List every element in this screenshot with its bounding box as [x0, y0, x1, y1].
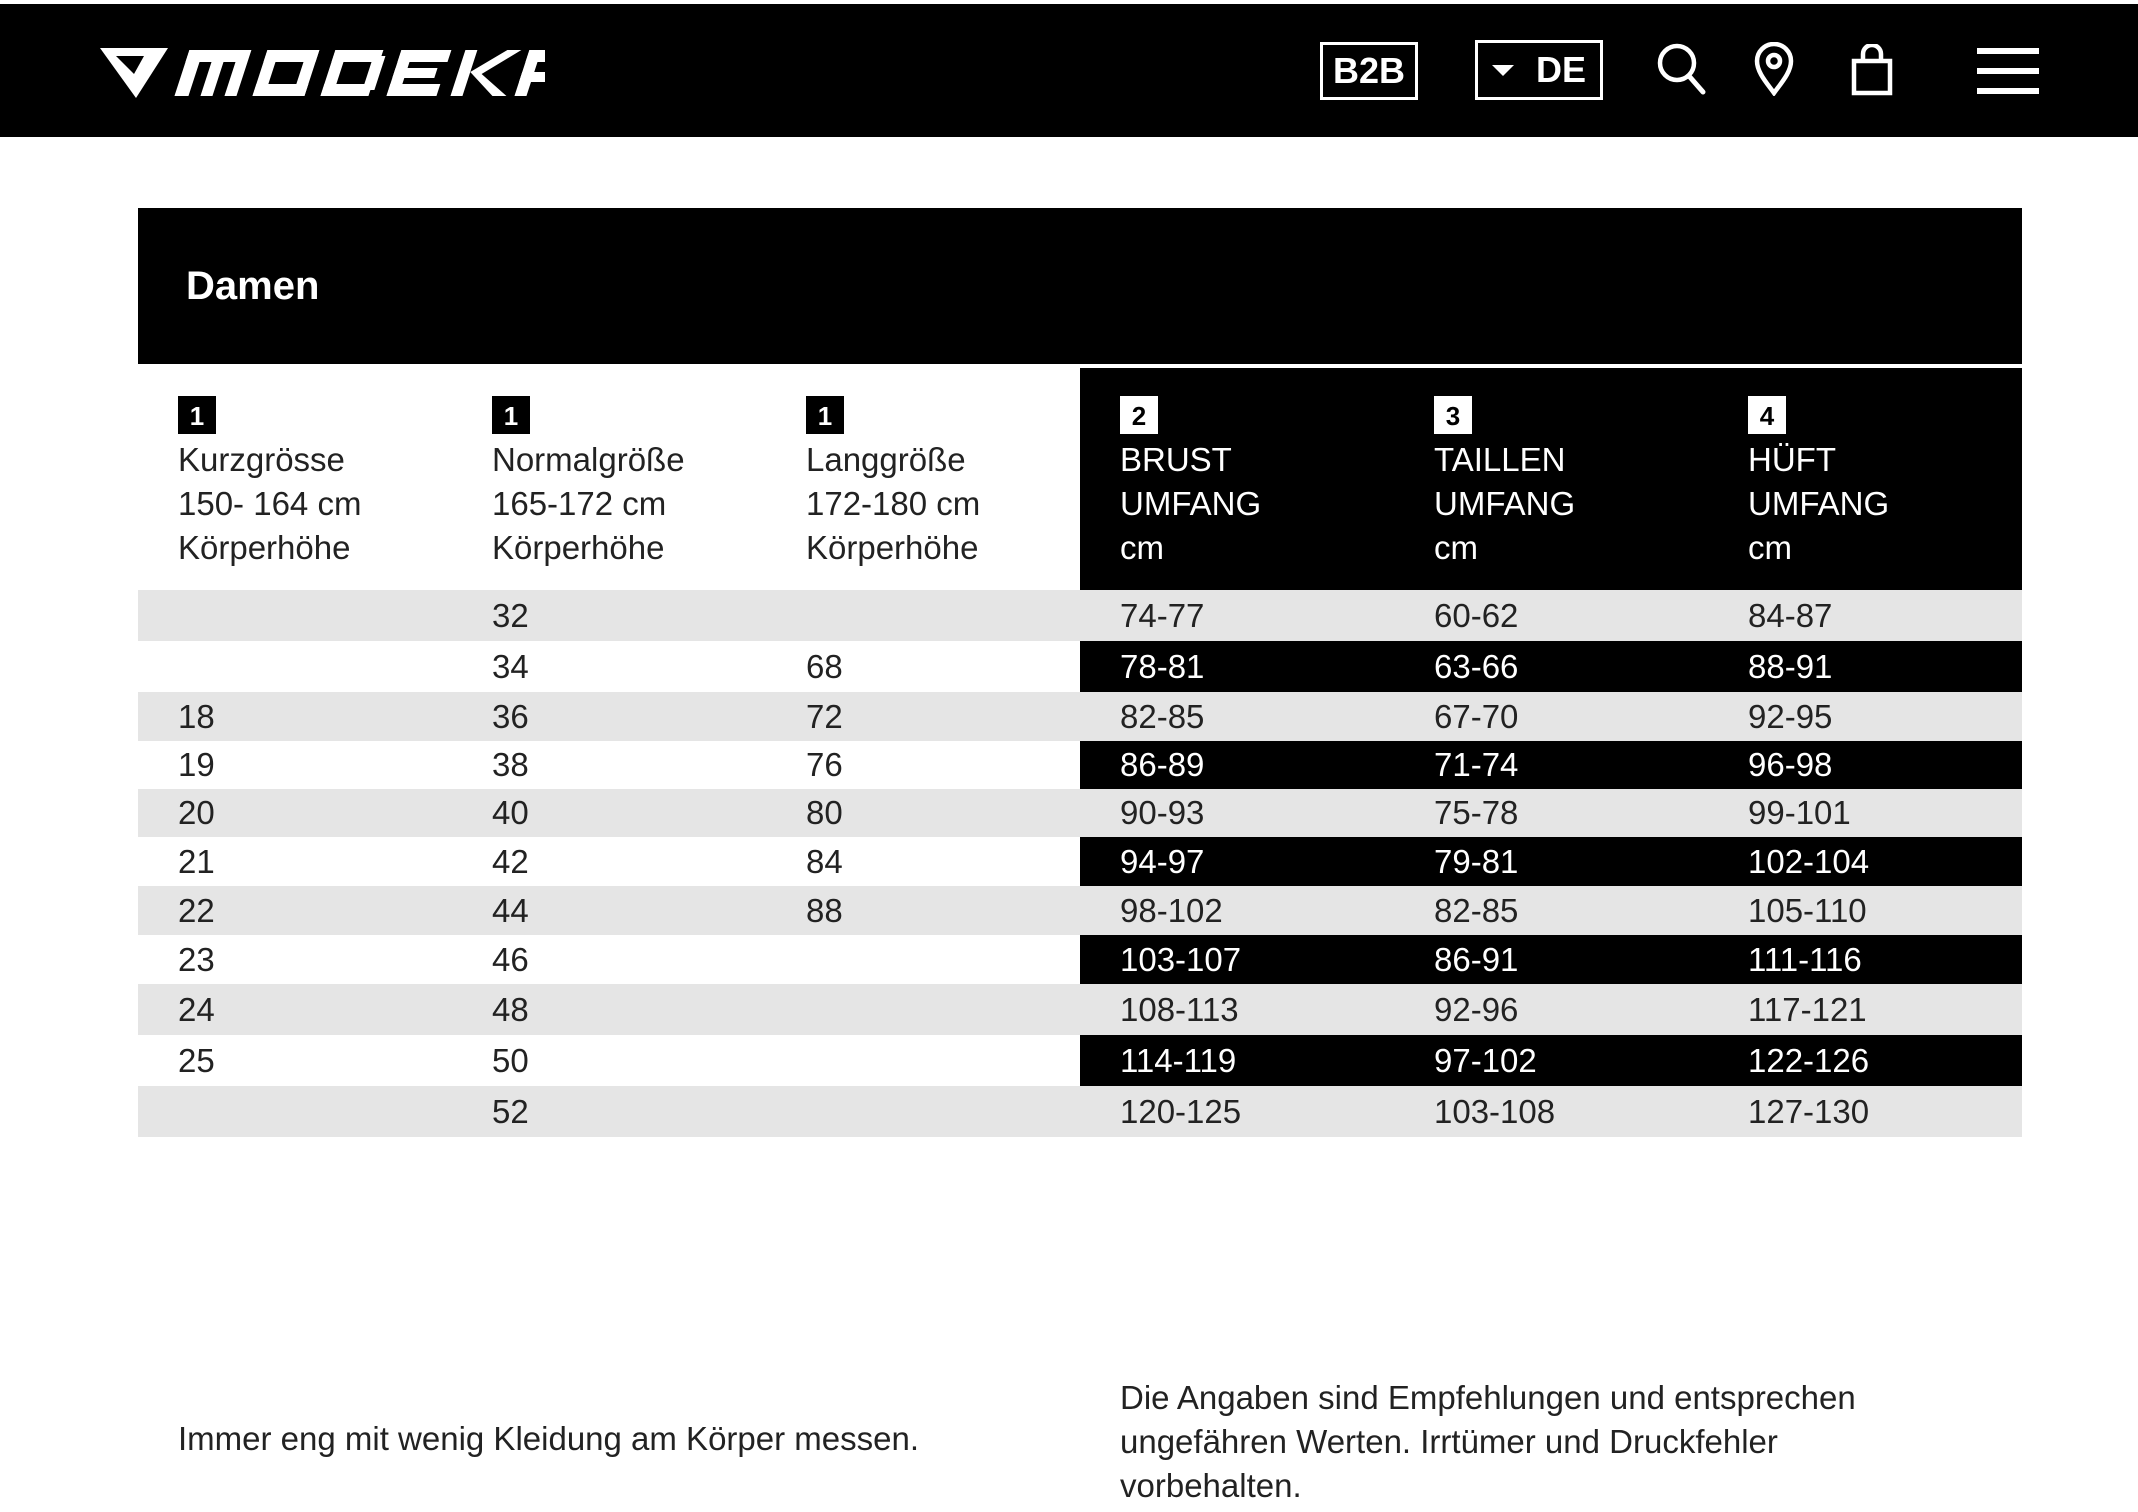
menu-icon[interactable] — [1977, 48, 2039, 94]
table-cell: 86-89 — [1080, 741, 1394, 789]
table-cell: 88 — [806, 891, 843, 929]
table-cell: 82-85 — [1434, 891, 1519, 929]
table-cell: 63-66 — [1394, 641, 1708, 692]
column-header-line: Körperhöhe — [492, 529, 665, 566]
column-number-badge: 1 — [492, 396, 530, 434]
table-cell: 80 — [806, 794, 843, 831]
table-cell — [138, 1086, 452, 1137]
table-cell: 21 — [178, 842, 215, 880]
table-cell: 84-87 — [1748, 596, 1833, 634]
chevron-down-icon — [1492, 65, 1514, 76]
language-selector[interactable] — [1475, 40, 1603, 100]
table-body — [138, 590, 2022, 1137]
table-cell: 24 — [178, 990, 215, 1028]
column-header-line: BRUST — [1120, 441, 1232, 478]
table-cell: 127-130 — [1748, 1092, 1870, 1130]
table-cell — [766, 590, 1080, 641]
column-header-2 — [452, 368, 766, 590]
column-header-line: cm — [1748, 529, 1792, 566]
table-cell: 23 — [178, 940, 215, 978]
table-cell: 72 — [806, 697, 843, 735]
table-cell: 19 — [178, 746, 215, 783]
table-cell: 103-108 — [1434, 1092, 1556, 1130]
table-cell: 102-104 — [1708, 837, 2022, 886]
table-cell: 105-110 — [1748, 891, 1867, 929]
table-cell — [766, 1086, 1080, 1137]
table-row — [138, 1035, 2022, 1086]
column-header-line: Langgröße — [806, 441, 966, 478]
table-cell: 78-81 — [1080, 641, 1394, 692]
table-row — [138, 935, 2022, 984]
table-cell: 52 — [492, 1092, 529, 1130]
column-number-badge: 2 — [1120, 396, 1158, 434]
table-cell: 84 — [806, 842, 843, 880]
column-header-line: cm — [1434, 529, 1478, 566]
table-cell: 108-113 — [1120, 990, 1239, 1028]
column-header-6 — [1708, 368, 2022, 590]
column-header-line: Körperhöhe — [806, 529, 979, 566]
column-header-line: Körperhöhe — [178, 529, 351, 566]
disclaimer-text: Die Angaben sind Empfehlungen und entsprechen ungefähren Werten. Irrtümer und Druckfehler vorbehalten. — [1120, 1379, 1856, 1504]
column-header-line: HÜFT — [1748, 441, 1836, 478]
table-cell: 86-91 — [1394, 935, 1708, 984]
table-cell: 18 — [178, 697, 215, 735]
table-cell: 99-101 — [1748, 794, 1851, 831]
table-row — [138, 789, 2022, 837]
table-cell: 22 — [178, 891, 215, 929]
table-cell: 82-85 — [1120, 697, 1205, 735]
table-cell: 32 — [492, 596, 529, 634]
column-number-badge: 1 — [178, 396, 216, 434]
table-cell — [766, 1035, 1080, 1086]
column-number-badge: 1 — [806, 396, 844, 434]
column-header-line: 150- 164 cm — [178, 485, 362, 522]
table-cell: 88-91 — [1708, 641, 2022, 692]
table-row — [138, 837, 2022, 886]
table-cell: 74-77 — [1120, 596, 1205, 634]
language-label: DE — [1535, 49, 1586, 90]
column-header-line: Kurzgrösse — [178, 441, 345, 478]
column-header-4 — [1080, 368, 1394, 590]
table-cell: 60-62 — [1434, 596, 1519, 634]
column-header-line: Normalgröße — [492, 441, 685, 478]
table-title-text: Damen — [186, 263, 320, 308]
column-header-line: UMFANG — [1434, 485, 1576, 522]
column-number-badge: 4 — [1748, 396, 1786, 434]
table-cell: 34 — [492, 647, 529, 685]
table-cell: 90-93 — [1120, 794, 1205, 831]
column-header-3 — [766, 368, 1080, 590]
table-cell: 98-102 — [1120, 891, 1223, 929]
table-cell: 67-70 — [1434, 697, 1519, 735]
table-cell: 71-74 — [1394, 741, 1708, 789]
table-cell: 50 — [492, 1041, 529, 1079]
table-row — [138, 886, 2022, 935]
shopping-bag-icon[interactable] — [1851, 44, 1893, 96]
table-cell: 48 — [492, 990, 529, 1028]
table-cell: 25 — [178, 1041, 215, 1079]
table-cell: 46 — [492, 940, 529, 978]
location-pin-icon[interactable] — [1754, 42, 1794, 96]
table-row — [138, 590, 2022, 641]
table-cell: 68 — [806, 647, 843, 685]
table-cell: 114-119 — [1080, 1035, 1394, 1086]
column-header-line: TAILLEN — [1434, 441, 1566, 478]
table-title — [138, 208, 2022, 364]
table-cell: 122-126 — [1708, 1035, 2022, 1086]
table-header-row — [138, 368, 2022, 590]
table-cell — [766, 984, 1080, 1035]
table-cell: 75-78 — [1434, 794, 1519, 831]
b2b-button[interactable] — [1320, 42, 1418, 100]
modeka-logo[interactable] — [100, 42, 545, 104]
table-cell: 120-125 — [1120, 1092, 1242, 1130]
column-header-line: 165-172 cm — [492, 485, 667, 522]
table-row — [138, 641, 2022, 692]
table-cell: 44 — [492, 891, 529, 929]
column-header-line: cm — [1120, 529, 1164, 566]
column-header-5 — [1394, 368, 1708, 590]
column-header-line: UMFANG — [1120, 485, 1262, 522]
table-cell: 96-98 — [1708, 741, 2022, 789]
size-table — [138, 208, 2022, 1137]
table-cell: 20 — [178, 794, 215, 831]
table-row — [138, 984, 2022, 1035]
table-cell: 76 — [806, 746, 843, 783]
table-row — [138, 741, 2022, 789]
column-header-line: UMFANG — [1748, 485, 1890, 522]
table-row — [138, 692, 2022, 741]
table-row — [138, 1086, 2022, 1137]
table-cell — [138, 590, 452, 641]
measurement-hint: Immer eng mit wenig Kleidung am Körper messen. — [178, 1420, 919, 1457]
table-cell: 103-107 — [1080, 935, 1394, 984]
column-header-line: 172-180 cm — [806, 485, 981, 522]
table-cell: 92-95 — [1748, 697, 1833, 735]
table-cell: 117-121 — [1748, 990, 1867, 1028]
table-cell: 97-102 — [1394, 1035, 1708, 1086]
table-cell — [138, 641, 452, 692]
table-cell: 94-97 — [1080, 837, 1394, 886]
table-cell: 79-81 — [1394, 837, 1708, 886]
table-cell: 92-96 — [1434, 990, 1519, 1028]
table-cell: 38 — [492, 746, 529, 783]
table-cell: 42 — [492, 842, 529, 880]
table-cell: 111-116 — [1708, 935, 2022, 984]
column-number-badge: 3 — [1434, 396, 1472, 434]
search-icon[interactable] — [1656, 42, 1706, 96]
column-header-1 — [138, 368, 452, 590]
table-cell — [766, 935, 1080, 984]
table-cell: 36 — [492, 697, 529, 735]
top-navigation-bar — [0, 4, 2138, 137]
b2b-label: B2B — [1332, 50, 1406, 91]
table-cell: 40 — [492, 794, 529, 831]
